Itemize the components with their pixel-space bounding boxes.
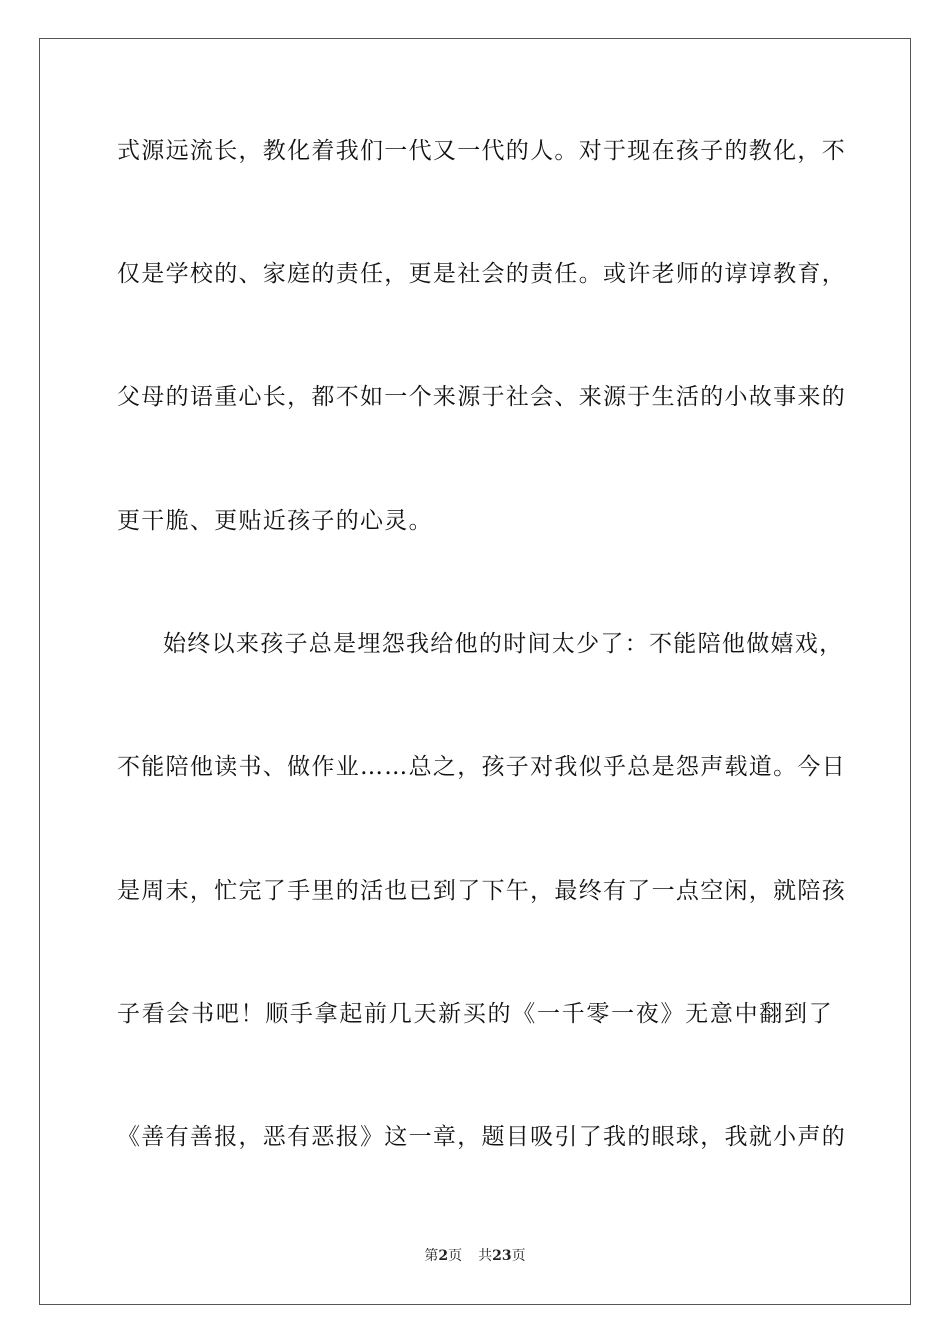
- page-prefix: 第: [424, 1248, 439, 1264]
- body-line-1: 式源远流长，教化着我们一代又一代的人。对于现在孩子的教化，不: [117, 138, 846, 164]
- body-line-7: 是周末，忙完了手里的活也已到了下午，最终有了一点空闲，就陪孩: [117, 878, 846, 904]
- body-line-9: 《善有善报，恶有恶报》这一章，题目吸引了我的眼球，我就小声的: [117, 1124, 846, 1150]
- page-border: [39, 38, 911, 1305]
- body-line-4: 更干脆、更贴近孩子的心灵。: [117, 508, 433, 534]
- page-suffix: 页: [448, 1248, 463, 1264]
- total-pages: 23: [492, 1248, 512, 1264]
- body-line-6: 不能陪他读书、做作业……总之，孩子对我似乎总是怨声载道。今日: [117, 754, 846, 780]
- body-line-5-indented: 始终以来孩子总是埋怨我给他的时间太少了：不能陪他做嬉戏，: [163, 631, 844, 657]
- body-line-2: 仅是学校的、家庭的责任，更是社会的责任。或许老师的谆谆教育，: [117, 261, 846, 287]
- page-footer: [0, 1247, 950, 1265]
- page-number: 2: [438, 1248, 449, 1264]
- total-suffix: 页: [511, 1248, 526, 1264]
- total-prefix: 共: [478, 1248, 493, 1264]
- body-line-3: 父母的语重心长，都不如一个来源于社会、来源于生活的小故事来的: [117, 384, 846, 410]
- body-line-8: 子看会书吧！顺手拿起前几天新买的《一千零一夜》无意中翻到了: [117, 1001, 833, 1027]
